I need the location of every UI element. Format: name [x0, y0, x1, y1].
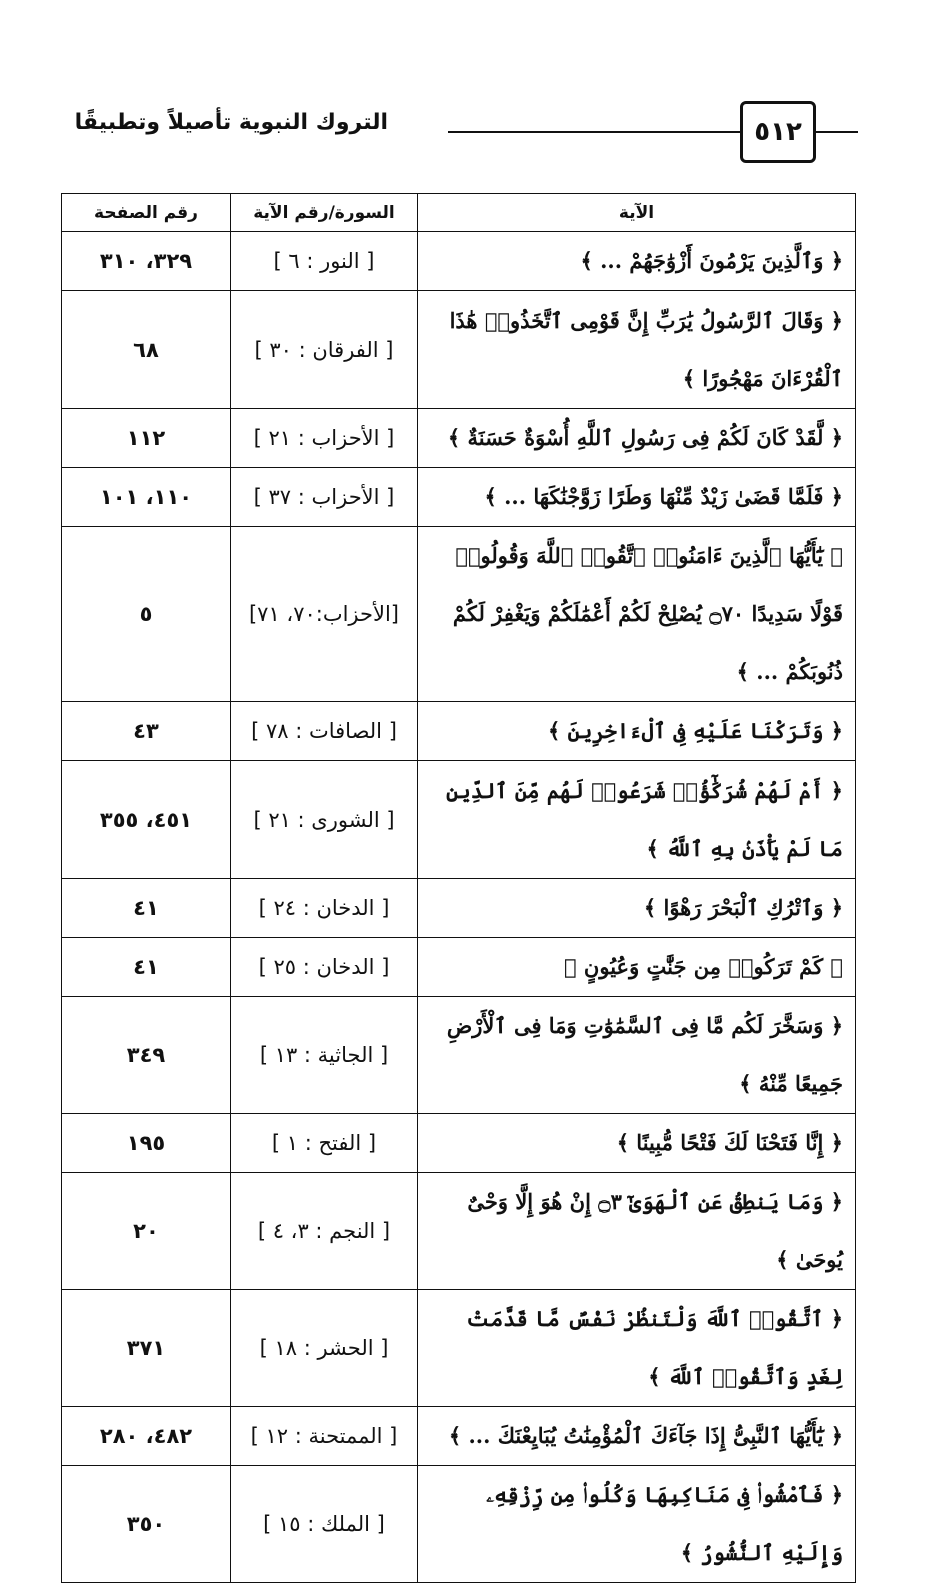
- pages-cell: ٤١: [62, 879, 231, 938]
- pages-cell: ٤٣: [62, 702, 231, 761]
- verse-cell: ﴿ يَٰٓأَيُّهَا ٱلنَّبِىُّ إِذَا جَآءَكَ ٱلْمُؤْمِنَٰتُ يُبَايِعْنَكَ ... ﴾: [418, 1407, 856, 1466]
- verse-cell: ﴿ وَٱتْرُكِ ٱلْبَحْرَ رَهْوًا ﴾: [418, 879, 856, 938]
- pages-cell: ٤٨٢، ٢٨٠: [62, 1407, 231, 1466]
- verse-index-table: [61, 193, 856, 1583]
- surah-cell: [ الدخان : ٢٤ ]: [231, 879, 418, 938]
- pages-cell: ٤٥١، ٣٥٥: [62, 761, 231, 879]
- verse-cell: ﴿ وَقَالَ ٱلرَّسُولُ يَٰرَبِّ إِنَّ قَوْمِى ٱتَّخَذُوا۟ هَٰذَا ٱلْقُرْءَانَ مَهْجُورًا ﴾: [418, 291, 856, 409]
- verse-cell: ﴿ وَسَخَّرَ لَكُم مَّا فِى ٱلسَّمَٰوَٰتِ وَمَا فِى ٱلْأَرْضِ جَمِيعًا مِّنْهُ ﴾: [418, 997, 856, 1114]
- surah-cell: [ النور : ٦ ]: [231, 232, 418, 291]
- pages-cell: ٢٠: [62, 1173, 231, 1290]
- verse-cell: ﴿ وَمَا يَنطِقُ عَنِ ٱلْهَوَىٰٓ ۝٣ إِنْ هُوَ إِلَّا وَحْىٌ يُوحَىٰ ﴾: [418, 1173, 856, 1290]
- table-header-row: [62, 194, 856, 232]
- surah-cell: [ الدخان : ٢٥ ]: [231, 938, 418, 997]
- verse-cell: ﴿ أَمْ لَهُمْ شُرَكَٰٓؤُا۟ شَرَعُوا۟ لَهُم مِّنَ ٱلدِّينِ مَا لَمْ يَأْذَنۢ بِهِ ٱللَّهُ ﴾: [418, 761, 856, 879]
- pages-cell: ١٩٥: [62, 1114, 231, 1173]
- page-number: ٥١٢: [740, 101, 816, 163]
- column-header-pages: رقم الصفحة: [62, 194, 231, 232]
- column-header-surah: السورة/رقم الآية: [231, 194, 418, 232]
- table-row: [62, 761, 856, 879]
- table-row: [62, 997, 856, 1114]
- verse-cell: ﴿ كَمْ تَرَكُوا۟ مِن جَنَّٰتٍ وَعُيُونٍ ﴾: [418, 938, 856, 997]
- table-row: [62, 1114, 856, 1173]
- verse-cell: ﴿ لَّقَدْ كَانَ لَكُمْ فِى رَسُولِ ٱللَّهِ أُسْوَةٌ حَسَنَةٌ ﴾: [418, 409, 856, 468]
- verse-cell: ﴿ إِنَّا فَتَحْنَا لَكَ فَتْحًا مُّبِينًا ﴾: [418, 1114, 856, 1173]
- verse-cell: ﴿ فَلَمَّا قَضَىٰ زَيْدٌ مِّنْهَا وَطَرًا زَوَّجْنَٰكَهَا ... ﴾: [418, 468, 856, 527]
- table-row: [62, 232, 856, 291]
- verse-cell: ﴿ ٱتَّقُوا۟ ٱللَّهَ وَلْتَنظُرْ نَفْسٌ مَّا قَدَّمَتْ لِغَدٍ وَٱتَّقُوا۟ ٱللَّهَ ﴾: [418, 1290, 856, 1407]
- verse-cell: ﴿ وَتَرَكْنَا عَلَيْهِ فِى ٱلْءَاخِرِينَ ﴾: [418, 702, 856, 761]
- surah-cell: [ الممتحنة : ١٢ ]: [231, 1407, 418, 1466]
- verse-cell: ﴿ وَٱلَّذِينَ يَرْمُونَ أَزْوَٰجَهُمْ ... ﴾: [418, 232, 856, 291]
- surah-cell: [ الصافات : ٧٨ ]: [231, 702, 418, 761]
- pages-cell: ٥: [62, 527, 231, 702]
- table-row: [62, 291, 856, 409]
- pages-cell: ٣٧١: [62, 1290, 231, 1407]
- table-row: [62, 1407, 856, 1466]
- pages-cell: ٣٥٠: [62, 1466, 231, 1583]
- pages-cell: ١١٢: [62, 409, 231, 468]
- pages-cell: ٣٢٩، ٣١٠: [62, 232, 231, 291]
- pages-cell: ١١٠، ١٠١: [62, 468, 231, 527]
- table-row: [62, 1466, 856, 1583]
- column-header-verse: الآية: [418, 194, 856, 232]
- surah-cell: [الأحزاب:٧٠، ٧١]: [231, 527, 418, 702]
- verse-cell: ﴿ يَٰٓأَيُّهَا ٱلَّذِينَ ءَامَنُوا۟ ٱتَّقُوا۟ ٱللَّهَ وَقُولُوا۟ قَوْلًا سَدِيدًا ۝٧٠ يُصْلِحْ لَكُمْ أَعْمَٰلَكُمْ وَيَغْفِرْ لَكُمْ ذُنُوبَكُمْ ... ﴾: [418, 527, 856, 702]
- surah-cell: [ الشورى : ٢١ ]: [231, 761, 418, 879]
- pages-cell: ٦٨: [62, 291, 231, 409]
- book-title: التروك النبوية تأصيلاً وتطبيقًا: [74, 110, 388, 135]
- table-row: [62, 879, 856, 938]
- verse-cell: ﴿ فَٱمْشُوا۟ فِى مَنَاكِبِهَا وَكُلُوا۟ مِن رِّزْقِهِۦ وَإِلَيْهِ ٱلنُّشُورُ ﴾: [418, 1466, 856, 1583]
- surah-cell: [ الفتح : ١ ]: [231, 1114, 418, 1173]
- surah-cell: [ النجم : ٣، ٤ ]: [231, 1173, 418, 1290]
- table-row: [62, 409, 856, 468]
- pages-cell: ٣٤٩: [62, 997, 231, 1114]
- surah-cell: [ الجاثية : ١٣ ]: [231, 997, 418, 1114]
- table-row: [62, 1173, 856, 1290]
- surah-cell: [ الأحزاب : ٢١ ]: [231, 409, 418, 468]
- table-row: [62, 468, 856, 527]
- surah-cell: [ الأحزاب : ٣٧ ]: [231, 468, 418, 527]
- table-row: [62, 527, 856, 702]
- table-row: [62, 938, 856, 997]
- surah-cell: [ الفرقان : ٣٠ ]: [231, 291, 418, 409]
- page-header: [58, 96, 858, 166]
- surah-cell: [ الحشر : ١٨ ]: [231, 1290, 418, 1407]
- pages-cell: ٤١: [62, 938, 231, 997]
- table-row: [62, 1290, 856, 1407]
- table-row: [62, 702, 856, 761]
- surah-cell: [ الملك : ١٥ ]: [231, 1466, 418, 1583]
